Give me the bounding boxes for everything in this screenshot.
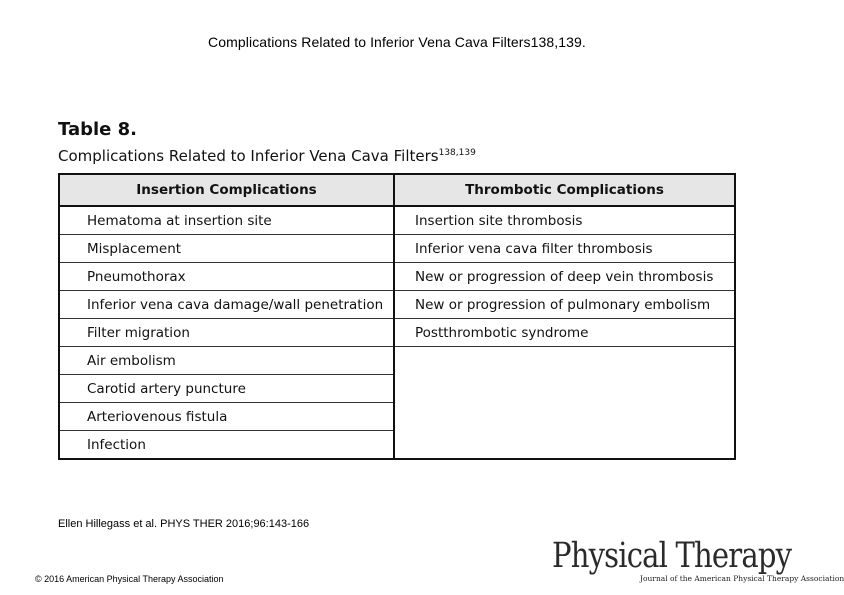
- table-title-text: Complications Related to Inferior Vena Cava Filters: [58, 147, 439, 165]
- complications-table: [58, 173, 736, 460]
- insertion-cell: Inferior vena cava damage/wall penetration: [59, 291, 394, 319]
- table-header-row: [59, 174, 735, 206]
- table-row: [59, 375, 735, 403]
- journal-logo-name: Physical Therapy: [552, 536, 792, 576]
- table-row: [59, 319, 735, 347]
- thrombotic-cell: Insertion site thrombosis: [394, 206, 735, 235]
- copyright-notice: © 2016 American Physical Therapy Association: [35, 574, 224, 584]
- header-thrombotic-complications: Thrombotic Complications: [394, 174, 735, 206]
- citation: Ellen Hillegass et al. PHYS THER 2016;96:143-166: [58, 518, 310, 530]
- insertion-cell: Infection: [59, 431, 394, 460]
- thrombotic-cell-empty: [394, 403, 735, 431]
- table-caption: [58, 118, 476, 167]
- journal-logo-subtitle: Journal of the American Physical Therapy Association: [640, 574, 844, 583]
- table-title-refs: 138,139: [438, 148, 476, 158]
- table-row: [59, 347, 735, 375]
- insertion-cell: Misplacement: [59, 235, 394, 263]
- insertion-cell: Carotid artery puncture: [59, 375, 394, 403]
- thrombotic-cell-empty: [394, 375, 735, 403]
- insertion-cell: Air embolism: [59, 347, 394, 375]
- header-insertion-complications: Insertion Complications: [59, 174, 394, 206]
- table-row: [59, 291, 735, 319]
- thrombotic-cell: Postthrombotic syndrome: [394, 319, 735, 347]
- thrombotic-cell: New or progression of pulmonary embolism: [394, 291, 735, 319]
- table-number: Table 8.: [58, 119, 137, 140]
- insertion-cell: Arteriovenous fistula: [59, 403, 394, 431]
- insertion-cell: Filter migration: [59, 319, 394, 347]
- table-row: [59, 206, 735, 235]
- table-row: [59, 235, 735, 263]
- table-row: [59, 431, 735, 460]
- table-row: [59, 403, 735, 431]
- slide-title: Complications Related to Inferior Vena Cava Filters138,139.: [208, 34, 586, 50]
- insertion-cell: Pneumothorax: [59, 263, 394, 291]
- thrombotic-cell-empty: [394, 347, 735, 375]
- journal-logo: [552, 536, 844, 588]
- thrombotic-cell: New or progression of deep vein thrombosis: [394, 263, 735, 291]
- table-row: [59, 263, 735, 291]
- thrombotic-cell: Inferior vena cava filter thrombosis: [394, 235, 735, 263]
- insertion-cell: Hematoma at insertion site: [59, 206, 394, 235]
- thrombotic-cell-empty: [394, 431, 735, 460]
- table-title: [58, 142, 476, 167]
